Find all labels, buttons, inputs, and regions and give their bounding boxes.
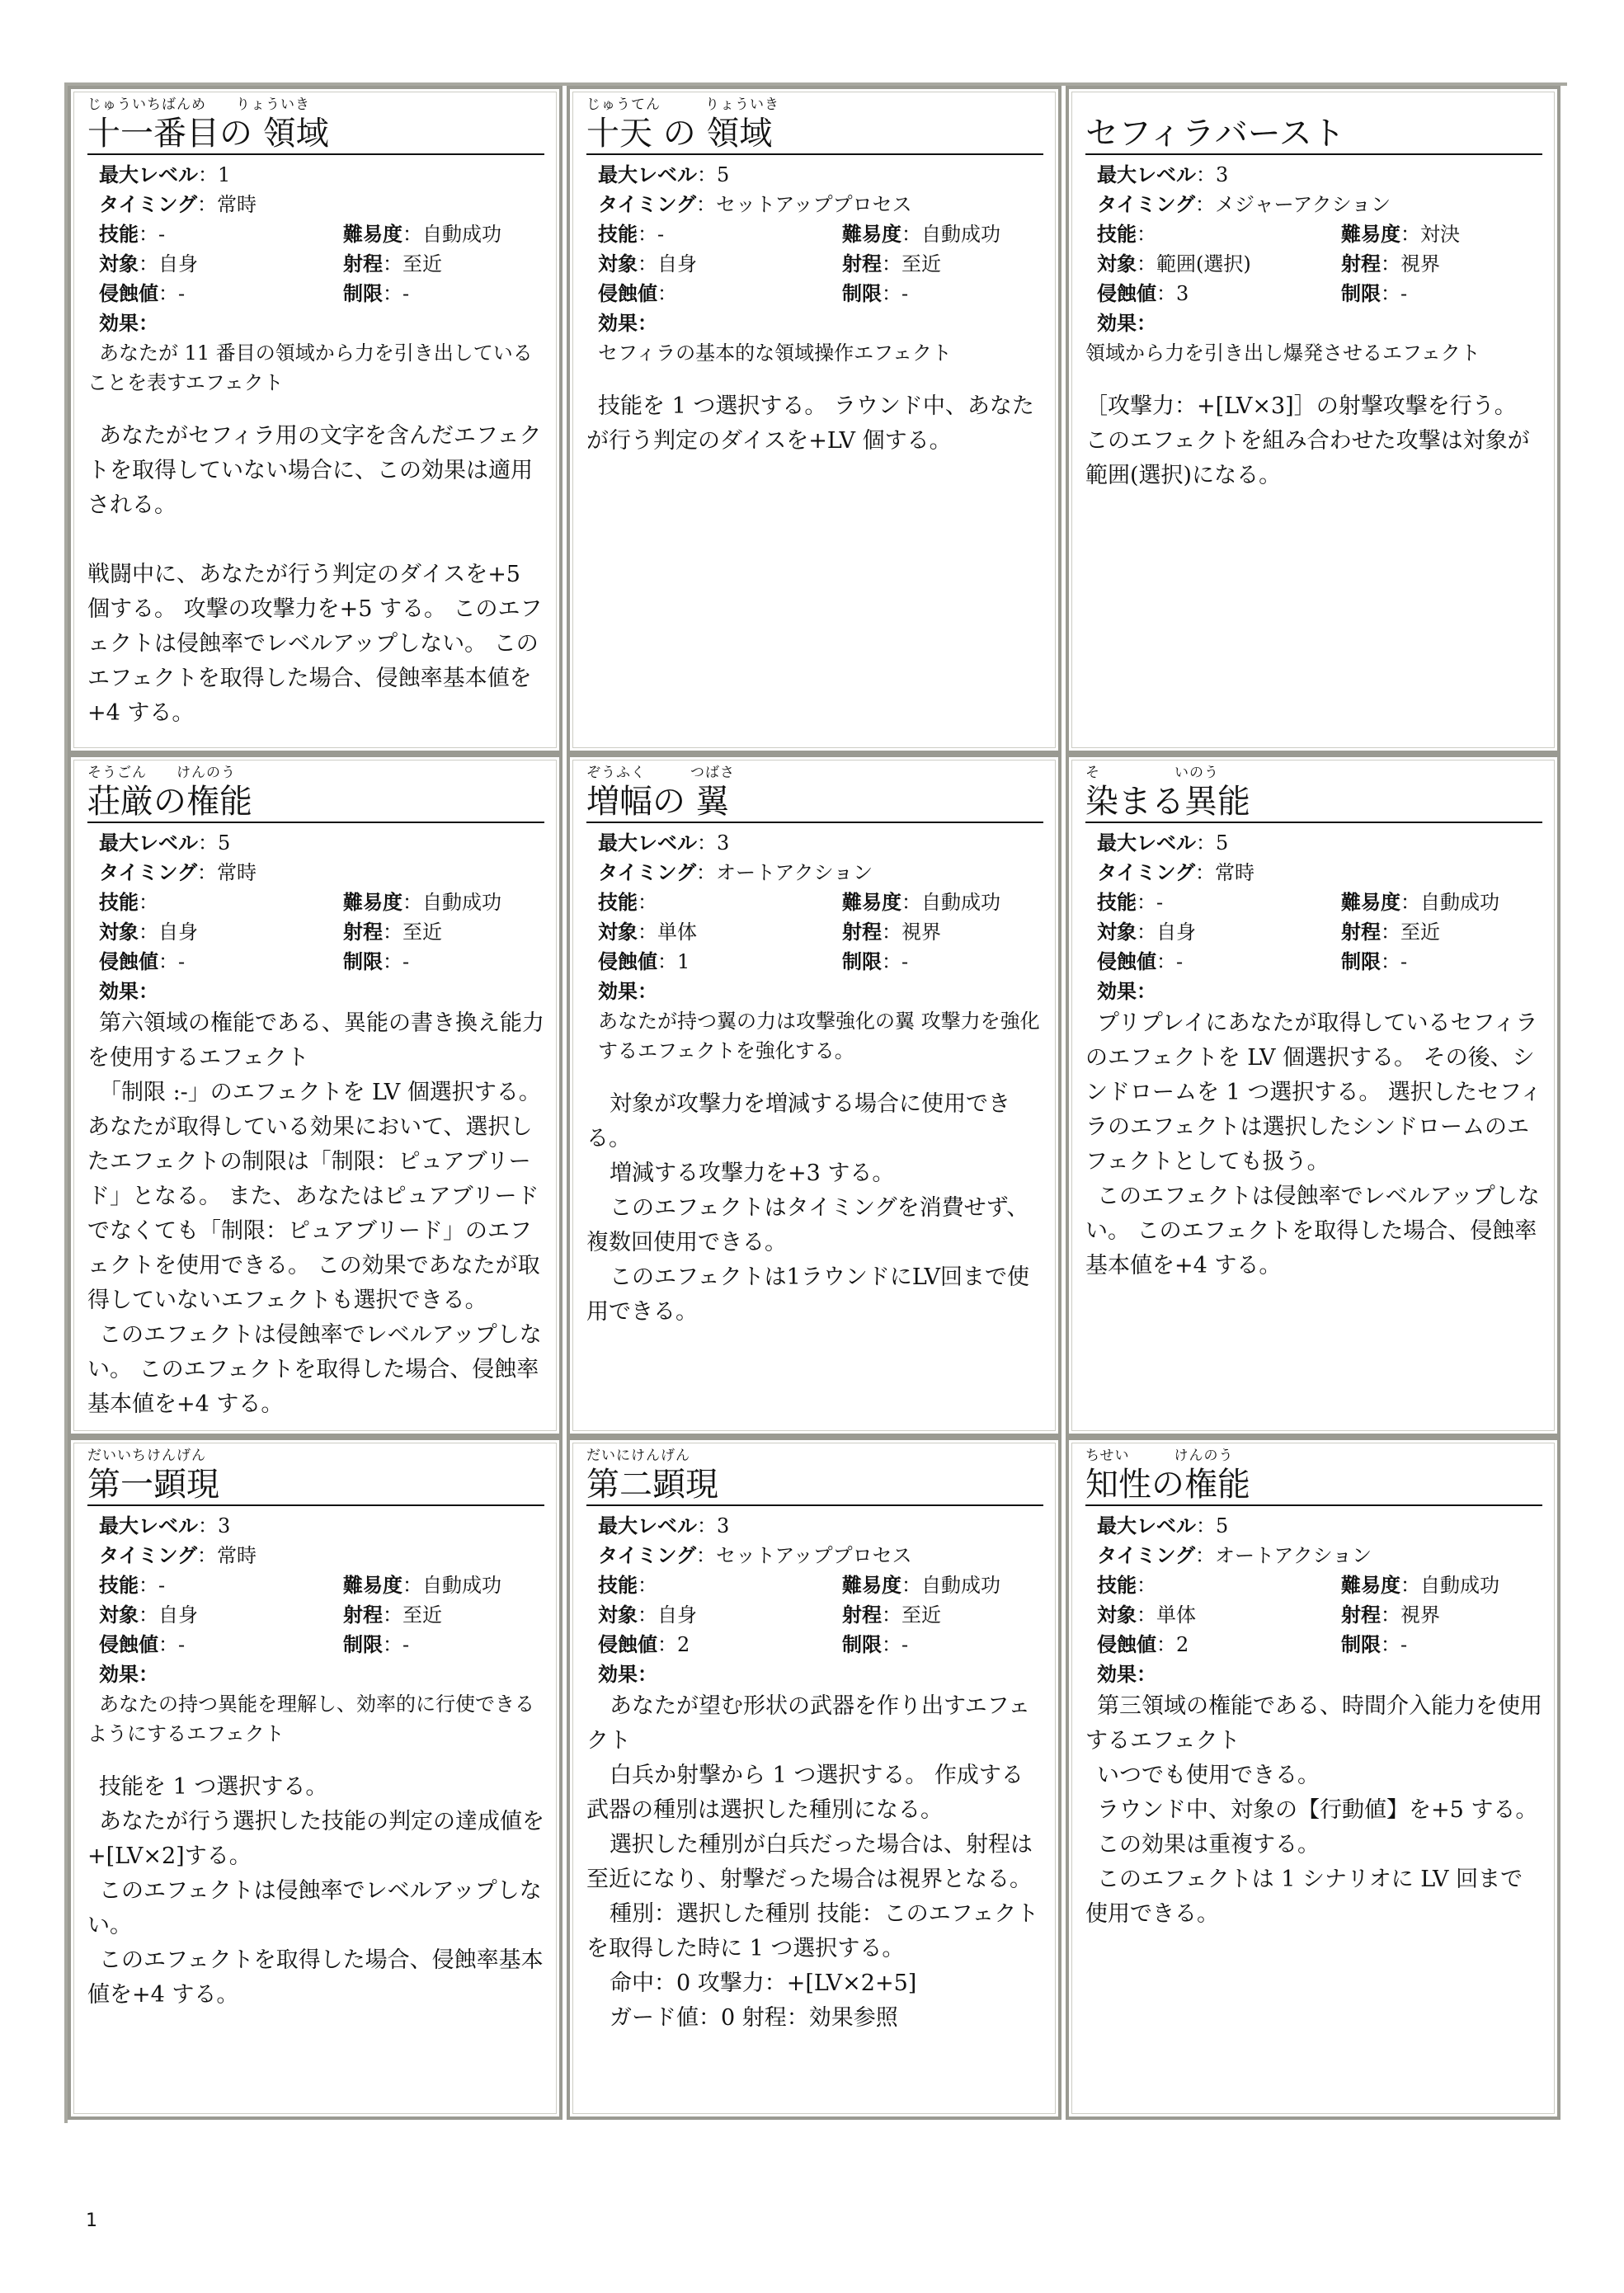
stat-block: [1097, 160, 1542, 308]
stat-key: 制限: [842, 950, 882, 973]
stat-value: ：自身: [139, 1603, 198, 1627]
stat-value: ：単体: [638, 920, 697, 944]
effect-text: このエフェクトは 1 シナリオに LV 回まで使用できる。: [1085, 1867, 1523, 1927]
card-title: 増幅の 翼: [586, 782, 1043, 823]
stat-key: 侵蝕値: [598, 1633, 657, 1656]
stat-key: 対象: [1097, 1603, 1137, 1627]
stat-value: ：至近: [882, 252, 941, 275]
stat-block: [99, 828, 544, 977]
effect-label: 効果：: [99, 980, 158, 1003]
stat-value: ：自身: [139, 920, 198, 944]
stat-value: ：-: [1381, 282, 1408, 305]
effect-text: 技能を 1 つ選択する。 ラウンド中、あなたが行う判定のダイスを+LV 個する。: [586, 393, 1034, 454]
stat-key: 対象: [1097, 920, 1137, 944]
stat-key: 侵蝕値: [99, 282, 158, 305]
stat-value: ：3: [697, 1514, 730, 1537]
stat-key: 制限: [343, 1633, 383, 1656]
stat-value: ：-: [139, 223, 166, 246]
stat-key: 難易度: [343, 223, 402, 246]
stat-value: ：自動成功: [1400, 891, 1499, 914]
card-title: セフィラバースト: [1085, 114, 1542, 155]
stat-key: タイミング: [598, 193, 697, 216]
stat-key: 侵蝕値: [99, 950, 158, 973]
page-number: 1: [86, 2211, 97, 2231]
stat-key: 最大レベル: [598, 163, 697, 186]
effect-text: このエフェクトは侵蝕率でレベルアップしない。: [87, 1878, 542, 1938]
stat-value: ：-: [1381, 950, 1408, 973]
stat-key: 最大レベル: [99, 1514, 198, 1537]
stat-key: 射程: [1341, 252, 1381, 275]
effect-label: 効果：: [598, 980, 657, 1003]
stat-key: 難易度: [343, 891, 402, 914]
effect-text: 対象が攻撃力を増減する場合に使用できる。: [586, 1091, 1010, 1151]
effect-text: あなたがセフィラ用の文字を含んだエフェクトを取得していない場合に、この効果は適用される。: [87, 423, 542, 518]
stat-block: [1097, 1511, 1542, 1660]
stat-key: 侵蝕値: [598, 282, 657, 305]
stat-key: 技能: [1097, 891, 1137, 914]
stat-value: ：自動成功: [1400, 1574, 1499, 1597]
stat-key: 難易度: [842, 223, 901, 246]
stat-value: ：-: [882, 282, 909, 305]
stat-key: 射程: [343, 920, 383, 944]
stat-block: [99, 1511, 544, 1660]
title-ruby: ちせい けんのう: [1085, 1448, 1234, 1464]
card-title: 十一番目の 領域: [87, 114, 544, 155]
stat-value: ：常時: [1195, 861, 1255, 884]
effect-text: 第三領域の権能である、時間介入能力を使用するエフェクト: [1085, 1693, 1542, 1754]
stat-value: ：自身: [638, 252, 697, 275]
stat-key: 最大レベル: [1097, 831, 1196, 855]
stat-key: 射程: [1341, 920, 1381, 944]
stat-key: 対象: [99, 252, 139, 275]
stat-value: ：-: [383, 950, 410, 973]
stat-value: ：: [139, 891, 158, 914]
stat-key: 最大レベル: [99, 163, 198, 186]
stat-block: [1097, 828, 1542, 977]
stat-key: 侵蝕値: [1097, 1633, 1156, 1656]
title-ruby: じゅういちばんめ りょういき: [87, 97, 310, 113]
stat-key: 技能: [99, 891, 139, 914]
effect-text: このエフェクトは侵蝕率でレベルアップしない。 このエフェクトを取得した場合、侵蝕率基本値を+4 する。: [1085, 1184, 1540, 1278]
stat-value: ：-: [383, 282, 410, 305]
stat-value: ：5: [1196, 1514, 1229, 1537]
stat-value: ：2: [1156, 1633, 1189, 1656]
stat-key: 対象: [598, 252, 638, 275]
effect-text: 種別：選択した種別 技能：このエフェクトを取得した時に 1 つ選択する。: [586, 1901, 1039, 1961]
stat-value: ：オートアクション: [696, 861, 873, 884]
effect-description: あなたが持つ翼の力は攻撃強化の翼 攻撃力を強化するエフェクトを強化する。: [598, 1010, 1040, 1062]
stat-key: 技能: [1097, 223, 1137, 246]
effect-text: このエフェクトはタイミングを消費せず、複数回使用できる。: [586, 1195, 1029, 1255]
stat-value: ：-: [1137, 891, 1164, 914]
stat-value: ：2: [657, 1633, 690, 1656]
stat-value: ：: [638, 1574, 657, 1597]
stat-value: ：視界: [882, 920, 941, 944]
stat-value: ：至近: [1381, 920, 1440, 944]
stat-key: 対象: [99, 920, 139, 944]
stat-value: ：3: [1196, 163, 1229, 186]
effect-text: このエフェクトは1ラウンドにLV回まで使用できる。: [586, 1264, 1030, 1325]
stat-key: タイミング: [99, 1544, 198, 1567]
stat-key: 最大レベル: [598, 831, 697, 855]
stat-key: 対象: [598, 1603, 638, 1627]
stat-value: ：常時: [197, 1544, 257, 1567]
card-title: 知性の権能: [1085, 1465, 1542, 1506]
effect-card: [68, 754, 563, 1437]
stat-value: ：常時: [197, 193, 257, 216]
stat-value: ：-: [139, 1574, 166, 1597]
stat-key: 侵蝕値: [1097, 282, 1156, 305]
stat-value: ：至近: [383, 1603, 442, 1627]
stat-key: 侵蝕値: [99, 1633, 158, 1656]
stat-key: 制限: [1341, 282, 1381, 305]
stat-key: 技能: [1097, 1574, 1137, 1597]
effect-text: ［攻撃力：+[LV×3]］の射撃攻撃を行う。 このエフェクトを組み合わせた攻撃は対象が範囲(選択)になる。: [1085, 393, 1530, 488]
stat-key: 制限: [343, 950, 383, 973]
stat-key: 侵蝕値: [1097, 950, 1156, 973]
stat-key: 侵蝕値: [598, 950, 657, 973]
stat-key: 射程: [1341, 1603, 1381, 1627]
stat-key: 難易度: [343, 1574, 402, 1597]
stat-key: 難易度: [842, 891, 901, 914]
stat-block: [598, 1511, 1043, 1660]
stat-value: ：-: [158, 1633, 186, 1656]
stat-key: タイミング: [598, 861, 697, 884]
title-ruby: そ いのう: [1085, 765, 1219, 781]
stat-value: ：視界: [1381, 252, 1440, 275]
stat-key: 制限: [1341, 950, 1381, 973]
stat-key: 最大レベル: [1097, 163, 1196, 186]
effect-text: 命中：0 攻撃力：+[LV×2+5]: [610, 1970, 917, 1996]
stat-value: ：-: [1381, 1633, 1408, 1656]
stat-value: ：-: [383, 1633, 410, 1656]
title-ruby: ぞうふく つばさ: [586, 765, 735, 781]
stat-value: ：範囲(選択): [1137, 252, 1251, 275]
stat-value: ：自身: [1137, 920, 1196, 944]
effect-text: いつでも使用できる。: [1097, 1763, 1320, 1788]
stat-key: タイミング: [1097, 193, 1196, 216]
stat-key: 技能: [598, 1574, 638, 1597]
effect-description: 領域から力を引き出し爆発させるエフェクト: [1085, 341, 1480, 365]
effect-text: このエフェクトを取得した場合、侵蝕率基本値を+4 する。: [87, 1947, 544, 2008]
stat-key: 難易度: [1341, 223, 1400, 246]
effect-label: 効果：: [99, 1663, 158, 1686]
effect-text: 白兵か射撃から 1 つ選択する。 作成する武器の種別は選択した種別になる。: [586, 1763, 1024, 1823]
title-ruby: そうごん けんのう: [87, 765, 236, 781]
stat-value: ：至近: [383, 252, 442, 275]
stat-value: ：自身: [139, 252, 198, 275]
stat-value: ：自動成功: [901, 891, 1000, 914]
stat-block: [99, 160, 544, 308]
stat-value: ：5: [198, 831, 231, 855]
effect-description: セフィラの基本的な領域操作エフェクト: [598, 341, 952, 365]
effect-card-grid: [68, 86, 1560, 2120]
card-title: 第一顕現: [87, 1465, 544, 1506]
stat-key: 難易度: [842, 1574, 901, 1597]
card-title: 第二顕現: [586, 1465, 1043, 1506]
stat-value: ：自動成功: [402, 1574, 501, 1597]
effect-text: このエフェクトは侵蝕率でレベルアップしない。 このエフェクトを取得した場合、侵蝕率基本値を+4 する。: [87, 1322, 542, 1417]
stat-value: ：3: [198, 1514, 231, 1537]
effect-text: ガード値：0 射程：効果参照: [610, 2005, 898, 2031]
stat-key: 最大レベル: [598, 1514, 697, 1537]
stat-value: ：: [1137, 1574, 1156, 1597]
stat-value: ：至近: [383, 920, 442, 944]
stat-value: ：5: [1196, 831, 1229, 855]
stat-value: ：3: [697, 831, 730, 855]
effect-label: 効果：: [598, 1663, 657, 1686]
effect-text: 選択した種別が白兵だった場合は、射程は至近になり、射撃だった場合は視界となる。: [586, 1832, 1033, 1892]
stat-value: ：: [638, 891, 657, 914]
stat-block: [598, 828, 1043, 977]
stat-key: タイミング: [1097, 1544, 1196, 1567]
stat-value: ：自動成功: [402, 891, 501, 914]
effect-label: 効果：: [1097, 980, 1156, 1003]
effect-text: 第六領域の権能である、異能の書き換え能力を使用するエフェクト: [87, 1010, 544, 1071]
stat-value: ：1: [198, 163, 231, 186]
stat-key: 最大レベル: [1097, 1514, 1196, 1537]
card-title: 染まる異能: [1085, 782, 1542, 823]
stat-key: 制限: [343, 282, 383, 305]
effect-text: あなたが行う選択した技能の判定の達成値を+[LV×2]する。: [87, 1809, 544, 1869]
effect-card: [68, 1437, 563, 2120]
effect-description: あなたの持つ異能を理解し、効率的に行使できるようにするエフェクト: [87, 1693, 534, 1745]
stat-key: 射程: [343, 1603, 383, 1627]
stat-value: ：自動成功: [901, 1574, 1000, 1597]
effect-text: 「制限 :-」のエフェクトを LV 個選択する。 あなたが取得している効果において、選択したエフェクトの制限は「制限：ピュアブリード」となる。 また、あなたはピュアブリードでなくても「制限：ピュアブリード」のエフェクトを使用できる。 この効果であなたが取得していないエフェクトも選択できる。: [87, 1080, 541, 1313]
stat-value: ：3: [1156, 282, 1189, 305]
title-ruby: だいいちけんげん: [87, 1448, 206, 1464]
title-ruby: じゅうてん りょういき: [586, 97, 779, 113]
stat-value: ：5: [697, 163, 730, 186]
stat-key: タイミング: [99, 193, 198, 216]
stat-key: 射程: [343, 252, 383, 275]
stat-key: 制限: [1341, 1633, 1381, 1656]
stat-key: 難易度: [1341, 1574, 1400, 1597]
effect-text: プリプレイにあなたが取得しているセフィラのエフェクトを LV 個選択する。 その後、シンドロームを 1 つ選択する。 選択したセフィラのエフェクトは選択したシンドロームのエフェクトとしても扱う。: [1085, 1010, 1542, 1175]
card-title: 十天 の 領域: [586, 114, 1043, 155]
effect-label: 効果：: [598, 312, 657, 335]
stat-value: ：セットアッププロセス: [696, 193, 912, 216]
stat-key: 対象: [598, 920, 638, 944]
stat-value: ：-: [638, 223, 665, 246]
stat-key: 技能: [99, 1574, 139, 1597]
effect-card: [68, 86, 563, 754]
card-title: 荘厳の権能: [87, 782, 544, 823]
stat-value: ：常時: [197, 861, 257, 884]
stat-key: 最大レベル: [99, 831, 198, 855]
stat-value: ：単体: [1137, 1603, 1196, 1627]
effect-description: あなたが 11 番目の領域から力を引き出していることを表すエフェクト: [87, 341, 533, 394]
stat-value: ：視界: [1381, 1603, 1440, 1627]
effect-card: [1066, 754, 1560, 1437]
stat-key: 技能: [598, 223, 638, 246]
stat-value: ：セットアッププロセス: [696, 1544, 912, 1567]
stat-value: ：自動成功: [901, 223, 1000, 246]
stat-value: ：自身: [638, 1603, 697, 1627]
stat-key: 制限: [842, 282, 882, 305]
stat-value: ：-: [882, 1633, 909, 1656]
stat-value: ：1: [657, 950, 690, 973]
stat-value: ：-: [882, 950, 909, 973]
effect-text: この効果は重複する。: [1097, 1832, 1320, 1857]
effect-label: 効果：: [99, 312, 158, 335]
effect-text: 技能を 1 つ選択する。: [99, 1774, 328, 1800]
stat-value: ：対決: [1400, 223, 1460, 246]
stat-key: 対象: [1097, 252, 1137, 275]
stat-key: 制限: [842, 1633, 882, 1656]
effect-card: [567, 754, 1061, 1437]
stat-key: 射程: [842, 1603, 882, 1627]
stat-value: ：: [1137, 223, 1156, 246]
stat-key: 射程: [842, 252, 882, 275]
effect-text: 増減する攻撃力を+3 する。: [610, 1161, 895, 1186]
effect-label: 効果：: [1097, 1663, 1156, 1686]
stat-value: ：-: [158, 282, 186, 305]
stat-key: 射程: [842, 920, 882, 944]
stat-value: ：メジャーアクション: [1195, 193, 1391, 216]
stat-key: 対象: [99, 1603, 139, 1627]
title-ruby: だいにけんげん: [586, 1448, 690, 1464]
effect-card: [567, 1437, 1061, 2120]
stat-key: タイミング: [598, 1544, 697, 1567]
stat-value: ：オートアクション: [1195, 1544, 1372, 1567]
stat-key: タイミング: [99, 861, 198, 884]
effect-card: [567, 86, 1061, 754]
effect-text: 戦闘中に、あなたが行う判定のダイスを+5 個する。 攻撃の攻撃力を+5 する。 このエフェクトは侵蝕率でレベルアップしない。 このエフェクトを取得した場合、侵蝕率基本値を+4 する。: [87, 562, 543, 726]
stat-value: ：: [657, 282, 677, 305]
effect-text: あなたが望む形状の武器を作り出すエフェクト: [586, 1693, 1031, 1754]
stat-key: タイミング: [1097, 861, 1196, 884]
stat-block: [598, 160, 1043, 308]
stat-key: 技能: [99, 223, 139, 246]
title-ruby: [1085, 96, 1542, 114]
stat-key: 技能: [598, 891, 638, 914]
effect-label: 効果：: [1097, 312, 1156, 335]
effect-card: [1066, 1437, 1560, 2120]
stat-value: ：自動成功: [402, 223, 501, 246]
effect-text: ラウンド中、対象の【行動値】を+5 する。: [1097, 1797, 1538, 1823]
stat-value: ：-: [1156, 950, 1184, 973]
stat-value: ：-: [158, 950, 186, 973]
stat-value: ：至近: [882, 1603, 941, 1627]
effect-card: [1066, 86, 1560, 754]
stat-key: 難易度: [1341, 891, 1400, 914]
